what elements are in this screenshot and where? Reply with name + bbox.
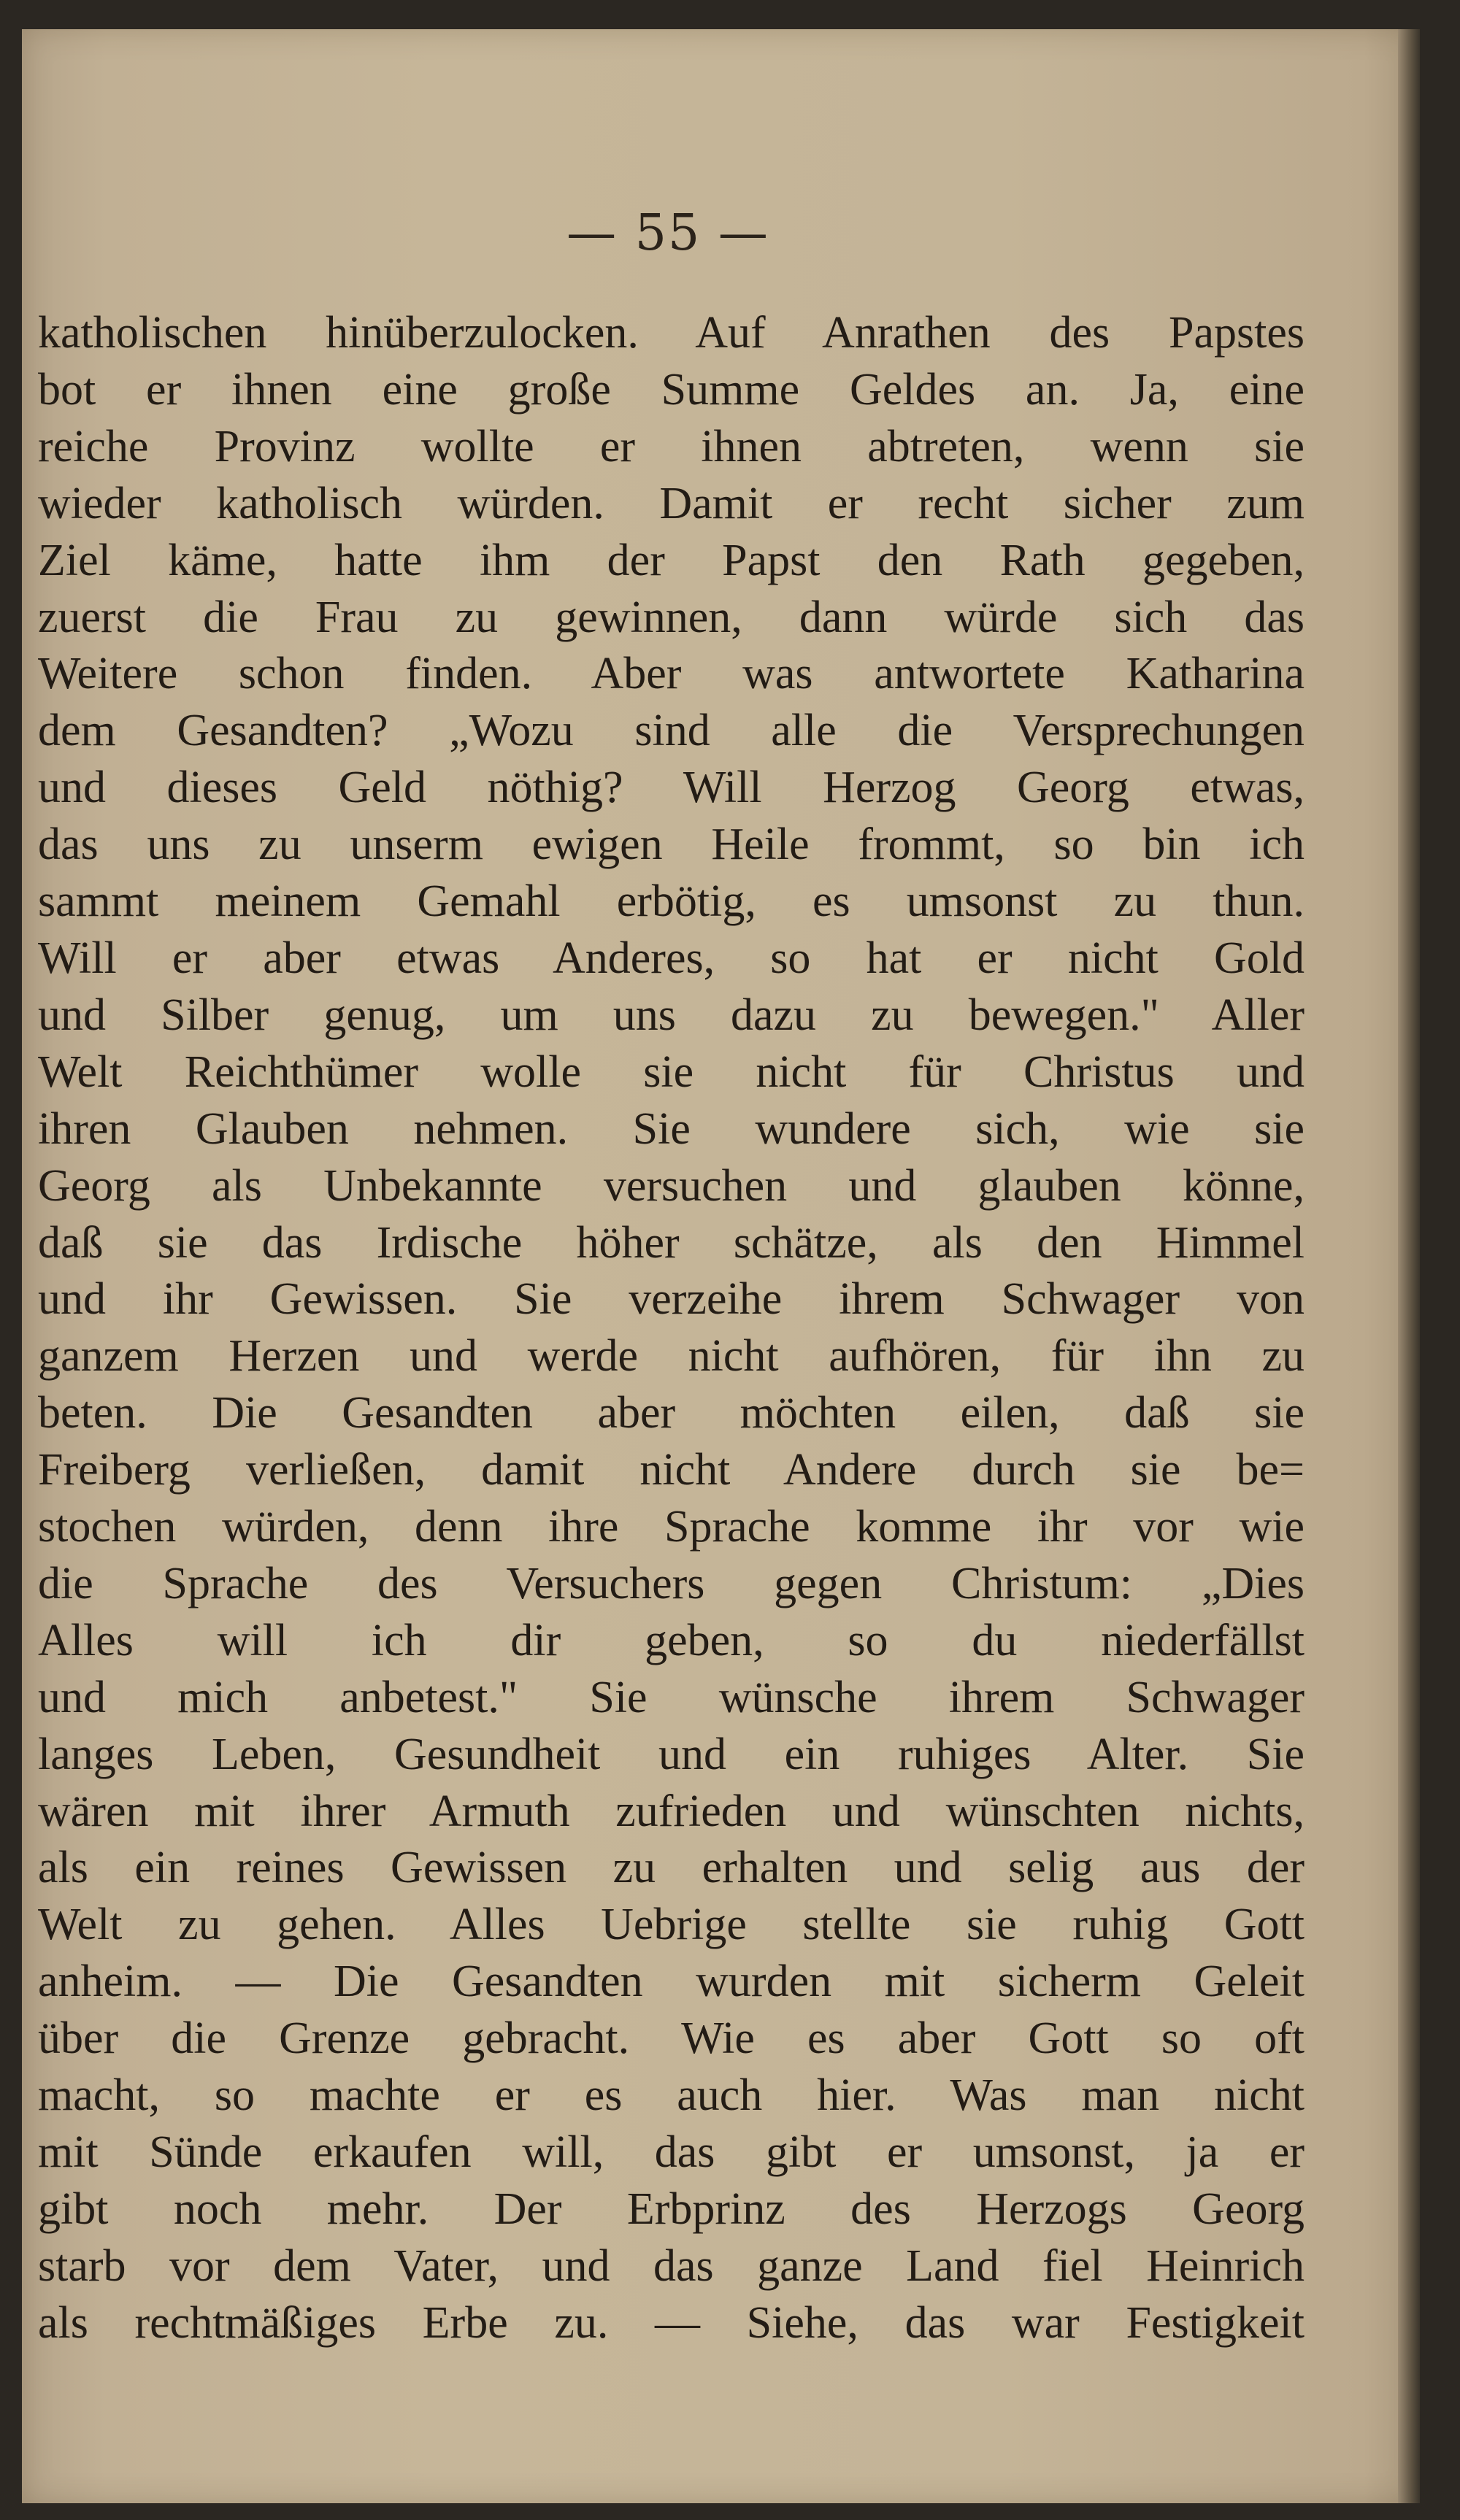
text-line: sammt meinem Gemahl erbötig, es umsonst zu thun.: [38, 876, 1305, 927]
text-line: wieder katholisch würden. Damit er recht sicher zum: [38, 478, 1305, 528]
text-line: mit Sünde erkaufen will, das gibt er umsonst, ja er: [38, 2127, 1305, 2177]
text-line: Georg als Unbekannte versuchen und glauben könne,: [38, 1160, 1305, 1211]
text-line: starb vor dem Vater, und das ganze Land fiel Heinrich: [38, 2240, 1305, 2291]
text-line: langes Leben, Gesundheit und ein ruhiges Alter. Sie: [38, 1729, 1305, 1779]
text-line: katholischen hinüberzulocken. Auf Anrathen des Papstes: [38, 308, 1305, 358]
text-line: zuerst die Frau zu gewinnen, dann würde sich das: [38, 592, 1305, 642]
text-line: und ihr Gewissen. Sie verzeihe ihrem Schwager von: [38, 1274, 1305, 1325]
text-line: macht, so machte er es auch hier. Was man nicht: [38, 2070, 1305, 2121]
text-line: und mich anbetest." Sie wünsche ihrem Schwager: [38, 1672, 1305, 1722]
text-line: und Silber genug, um uns dazu zu bewegen." Aller: [38, 990, 1305, 1040]
text-line: beten. Die Gesandten aber möchten eilen, daß sie: [38, 1388, 1305, 1438]
text-line: Welt zu gehen. Alles Uebrige stellte sie ruhig Gott: [38, 1900, 1305, 1950]
text-line: Ziel käme, hatte ihm der Papst den Rath gegeben,: [38, 535, 1305, 585]
text-line: gibt noch mehr. Der Erbprinz des Herzogs Georg: [38, 2184, 1305, 2234]
text-line: Welt Reichthümer wolle sie nicht für Christus und: [38, 1047, 1305, 1097]
text-line: ihren Glauben nehmen. Sie wundere sich, wie sie: [38, 1103, 1305, 1154]
text-line: wären mit ihrer Armuth zufrieden und wünschten nichts,: [38, 1786, 1305, 1836]
text-line: als ein reines Gewissen zu erhalten und selig aus der: [38, 1843, 1305, 1893]
text-line: die Sprache des Versuchers gegen Christum: „Dies: [38, 1558, 1305, 1608]
book-page: [22, 29, 1420, 2503]
text-line: über die Grenze gebracht. Wie es aber Gott so oft: [38, 2014, 1305, 2064]
page-edge: [1398, 29, 1420, 2503]
text-line: und dieses Geld nöthig? Will Herzog Georg etwas,: [38, 763, 1305, 813]
text-line: als rechtmäßiges Erbe zu. — Siehe, das war Festigkeit: [38, 2297, 1305, 2348]
body-text: [38, 305, 1305, 2352]
text-line: Will er aber etwas Anderes, so hat er nicht Gold: [38, 933, 1305, 983]
page-number: — 55 —: [566, 204, 769, 262]
text-line: daß sie das Irdische höher schätze, als den Himmel: [38, 1217, 1305, 1268]
text-line: Freiberg verließen, damit nicht Andere durch sie be=: [38, 1445, 1305, 1495]
text-line: Alles will ich dir geben, so du niederfällst: [38, 1615, 1305, 1665]
text-line: bot er ihnen eine große Summe Geldes an. Ja, eine: [38, 364, 1305, 415]
text-line: reiche Provinz wollte er ihnen abtreten, wenn sie: [38, 421, 1305, 471]
text-line: das uns zu unserm ewigen Heile frommt, so bin ich: [38, 820, 1305, 870]
text-line: Weitere schon finden. Aber was antwortete Katharina: [38, 649, 1305, 699]
text-line: ganzem Herzen und werde nicht aufhören, für ihn zu: [38, 1331, 1305, 1382]
text-line: stochen würden, denn ihre Sprache komme ihr vor wie: [38, 1502, 1305, 1552]
text-line: dem Gesandten? „Wozu sind alle die Versprechungen: [38, 706, 1305, 756]
text-line: anheim. — Die Gesandten wurden mit sicherm Geleit: [38, 1957, 1305, 2007]
